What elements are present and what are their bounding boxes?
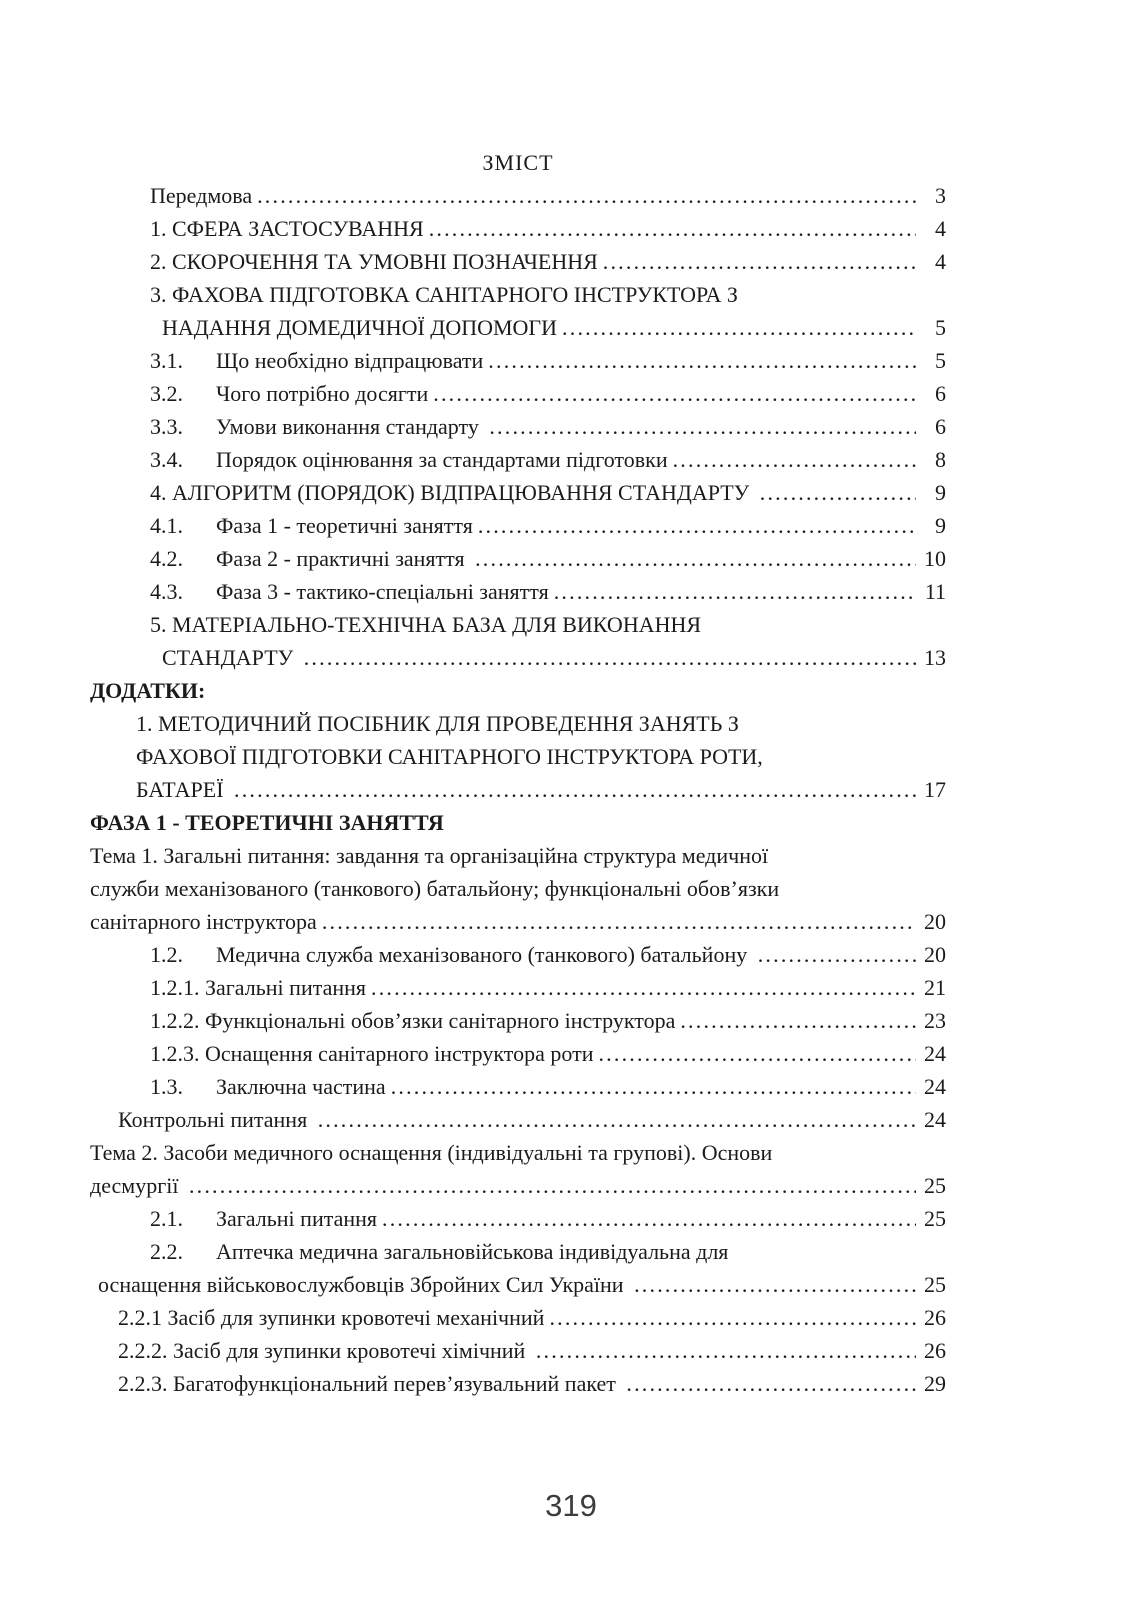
toc-page-number: 26 — [924, 1305, 946, 1330]
dot-leader — [760, 476, 916, 509]
dot-leader — [673, 443, 916, 476]
toc-entry — [90, 377, 946, 410]
toc-entry-text: служби механізованого (танкового) батальйону; функціональні обов’язки — [90, 876, 780, 901]
page-title: ЗМІСТ — [482, 150, 554, 175]
toc-entry-text: Фаза 3 - тактико-спеціальні заняття — [216, 579, 549, 604]
dot-leader — [598, 1037, 916, 1070]
toc-entry — [90, 806, 946, 839]
toc-line — [90, 1103, 946, 1136]
dot-leader — [478, 509, 916, 542]
toc-entry-text: Аптечка медична загальновійськова індивідуальна для — [216, 1239, 729, 1264]
toc-entry-text: СТАНДАРТУ — [162, 645, 299, 670]
dot-leader — [680, 1004, 916, 1037]
toc-page-number: 3 — [935, 183, 946, 208]
toc-line — [90, 1301, 946, 1334]
toc-page-number: 29 — [924, 1371, 946, 1396]
toc-entry — [90, 245, 946, 278]
toc-entry-text: 5. МАТЕРІАЛЬНО-ТЕХНІЧНА БАЗА ДЛЯ ВИКОНАННЯ — [150, 612, 702, 637]
toc-entry — [90, 1037, 946, 1070]
toc-page-number: 10 — [924, 546, 946, 571]
toc-line — [90, 179, 946, 212]
toc-page-number: 4 — [935, 249, 946, 274]
dot-leader — [758, 938, 916, 971]
toc-page-number: 25 — [924, 1272, 946, 1297]
toc-line — [90, 1169, 946, 1202]
toc-page-number: 9 — [935, 513, 946, 538]
toc-entry-text: БАТАРЕЇ — [136, 777, 230, 802]
toc-line — [90, 1004, 946, 1037]
dot-leader — [626, 1367, 916, 1400]
toc-entry-number: 4.3. — [150, 579, 183, 604]
toc-entry — [90, 1235, 946, 1301]
toc-entry — [90, 1301, 946, 1334]
toc-entry — [90, 608, 946, 674]
toc-entry — [90, 971, 946, 1004]
toc-line — [90, 608, 946, 641]
toc-line — [90, 872, 946, 905]
dot-leader — [489, 410, 916, 443]
toc-line — [90, 641, 946, 674]
toc-line — [90, 1202, 946, 1235]
toc-line — [90, 377, 946, 410]
toc-entry — [90, 1004, 946, 1037]
toc-entry-number: 1.2. — [150, 942, 183, 967]
toc-line — [90, 575, 946, 608]
toc-entry — [90, 1367, 946, 1400]
toc-entry — [90, 1070, 946, 1103]
toc-line — [90, 1334, 946, 1367]
toc-entry — [90, 938, 946, 971]
dot-leader — [634, 1268, 916, 1301]
toc-line — [90, 212, 946, 245]
toc-line — [90, 509, 946, 542]
toc-entry — [90, 509, 946, 542]
toc-entry-text: Заключна частина — [216, 1074, 386, 1099]
toc-entry-text: Тема 1. Загальні питання: завдання та організаційна структура медичної — [90, 843, 769, 868]
toc-page-number: 24 — [924, 1107, 946, 1132]
toc-page-number: 6 — [935, 414, 946, 439]
toc-entry-text: Тема 2. Засоби медичного оснащення (індивідуальні та групові). Основи — [90, 1140, 773, 1165]
dot-leader — [554, 575, 916, 608]
toc-line — [90, 245, 946, 278]
toc-line — [90, 773, 946, 806]
toc-page-number: 4 — [935, 216, 946, 241]
toc-entry — [90, 1136, 946, 1202]
toc-page-number: 23 — [924, 1008, 946, 1033]
toc-entry-text: Передмова — [150, 183, 253, 208]
toc-entry-number: 4.2. — [150, 546, 183, 571]
toc-entry — [90, 278, 946, 344]
toc-entry-number: 4.1. — [150, 513, 183, 538]
toc-entry — [90, 179, 946, 212]
toc-entry-text: Чого потрібно досягти — [216, 381, 429, 406]
toc-entry-text: десмургії — [90, 1173, 184, 1198]
table-of-contents — [90, 146, 946, 1400]
toc-page-number: 5 — [935, 348, 946, 373]
toc-entry-number: 3.4. — [150, 447, 183, 472]
dot-leader — [304, 641, 916, 674]
toc-line — [90, 674, 946, 707]
footer-page-number: 319 — [545, 1488, 597, 1523]
toc-line — [90, 1070, 946, 1103]
toc-page-number: 5 — [935, 315, 946, 340]
toc-entry — [90, 443, 946, 476]
toc-entry — [90, 344, 946, 377]
toc-page-number: 20 — [924, 909, 946, 934]
toc-entry-number: 2.2. — [150, 1239, 183, 1264]
dot-leader — [257, 179, 916, 212]
toc-line — [90, 938, 946, 971]
toc-entry-text: 1. МЕТОДИЧНИЙ ПОСІБНИК ДЛЯ ПРОВЕДЕННЯ ЗАНЯТЬ З — [136, 711, 739, 736]
toc-entry — [90, 1103, 946, 1136]
toc-entry-text: 3. ФАХОВА ПІДГОТОВКА САНІТАРНОГО ІНСТРУКТОРА З — [150, 282, 738, 307]
toc-entry-text: Фаза 2 - практичні заняття — [216, 546, 471, 571]
toc-line — [90, 707, 946, 740]
toc-entry-text: Загальні питання — [216, 1206, 378, 1231]
dot-leader — [562, 311, 916, 344]
toc-line — [90, 1136, 946, 1169]
toc-line — [90, 542, 946, 575]
toc-entry-text: Порядок оцінювання за стандартами підготовки — [216, 447, 668, 472]
toc-entry-text: ФАХОВОЇ ПІДГОТОВКИ САНІТАРНОГО ІНСТРУКТОРА РОТИ, — [136, 744, 763, 769]
toc-entry-text: ДОДАТКИ: — [90, 678, 206, 703]
toc-entry-number: 2.1. — [150, 1206, 183, 1231]
dot-leader — [391, 1070, 916, 1103]
toc-entry-text: санітарного інструктора — [90, 909, 317, 934]
toc-page-number: 26 — [924, 1338, 946, 1363]
toc-line — [90, 839, 946, 872]
toc-entry — [90, 212, 946, 245]
toc-line — [90, 476, 946, 509]
toc-entry — [90, 476, 946, 509]
toc-page-number: 17 — [924, 777, 946, 802]
dot-leader — [189, 1169, 916, 1202]
toc-page-number: 20 — [924, 942, 946, 967]
toc-entry-text: оснащення військовослужбовців Збройних Сил України — [98, 1272, 630, 1297]
toc-entry-text: 1.2.1. Загальні питання — [150, 975, 367, 1000]
toc-entry-number: 3.1. — [150, 348, 183, 373]
toc-entry-number: 3.3. — [150, 414, 183, 439]
toc-page-number: 24 — [924, 1041, 946, 1066]
dot-leader — [234, 773, 916, 806]
toc-entry-text: 2.2.3. Багатофункціональний перев’язувальний пакет — [118, 1371, 622, 1396]
toc-entry — [90, 839, 946, 938]
dot-leader — [322, 905, 916, 938]
toc-entry-text: НАДАННЯ ДОМЕДИЧНОЇ ДОПОМОГИ — [162, 315, 558, 340]
toc-entry-text: 2. СКОРОЧЕННЯ ТА УМОВНІ ПОЗНАЧЕННЯ — [150, 249, 598, 274]
toc-entry-text: Умови виконання стандарту — [216, 414, 485, 439]
toc-entry-number: 1.3. — [150, 1074, 183, 1099]
toc-line — [90, 971, 946, 1004]
dot-leader — [475, 542, 916, 575]
toc-line — [90, 311, 946, 344]
dot-leader — [488, 344, 916, 377]
toc-line — [90, 806, 946, 839]
toc-entry-text: 4. АЛГОРИТМ (ПОРЯДОК) ВІДПРАЦЮВАННЯ СТАНДАРТУ — [150, 480, 755, 505]
toc-line — [90, 443, 946, 476]
dot-leader — [549, 1301, 916, 1334]
dot-leader — [433, 377, 916, 410]
toc-entry — [90, 1202, 946, 1235]
toc-line — [90, 740, 946, 773]
toc-entry-text: 1. СФЕРА ЗАСТОСУВАННЯ — [150, 216, 424, 241]
toc-entry-text: 1.2.3. Оснащення санітарного інструктора роти — [150, 1041, 594, 1066]
toc-entry-text: 2.2.1 Засіб для зупинки кровотечі механічний — [118, 1305, 545, 1330]
toc-page-number: 21 — [924, 975, 946, 1000]
toc-entry-text: 1.2.2. Функціональні обов’язки санітарного інструктора — [150, 1008, 676, 1033]
toc-page-number: 13 — [924, 645, 946, 670]
toc-page-number: 25 — [924, 1173, 946, 1198]
dot-leader — [371, 971, 916, 1004]
toc — [90, 179, 946, 1400]
toc-entry-text: Що необхідно відпрацювати — [216, 348, 484, 373]
toc-page-number: 11 — [924, 579, 946, 604]
toc-entry — [90, 1334, 946, 1367]
toc-entry — [90, 674, 946, 707]
toc-page-number: 24 — [924, 1074, 946, 1099]
toc-line — [90, 344, 946, 377]
toc-entry — [90, 575, 946, 608]
dot-leader — [603, 245, 916, 278]
toc-line — [90, 1367, 946, 1400]
toc-line — [90, 1235, 946, 1268]
toc-line — [90, 905, 946, 938]
toc-entry — [90, 542, 946, 575]
toc-line — [90, 410, 946, 443]
toc-entry-number: 3.2. — [150, 381, 183, 406]
dot-leader — [429, 212, 916, 245]
toc-entry-text: Контрольні питання — [118, 1107, 313, 1132]
toc-entry-text: ФАЗА 1 - ТЕОРЕТИЧНІ ЗАНЯТТЯ — [90, 810, 444, 835]
toc-entry-text: 2.2.2. Засіб для зупинки кровотечі хімічний — [118, 1338, 531, 1363]
toc-page-number: 25 — [924, 1206, 946, 1231]
toc-line — [90, 1268, 946, 1301]
toc-page-number: 8 — [935, 447, 946, 472]
toc-entry — [90, 707, 946, 806]
toc-entry — [90, 410, 946, 443]
toc-entry-text: Фаза 1 - теоретичні заняття — [216, 513, 473, 538]
toc-line — [90, 1037, 946, 1070]
dot-leader — [382, 1202, 916, 1235]
toc-page-number: 6 — [935, 381, 946, 406]
dot-leader — [318, 1103, 916, 1136]
toc-page-number: 9 — [935, 480, 946, 505]
dot-leader — [536, 1334, 916, 1367]
toc-entry-text: Медична служба механізованого (танкового) батальйону — [216, 942, 753, 967]
toc-line — [90, 278, 946, 311]
